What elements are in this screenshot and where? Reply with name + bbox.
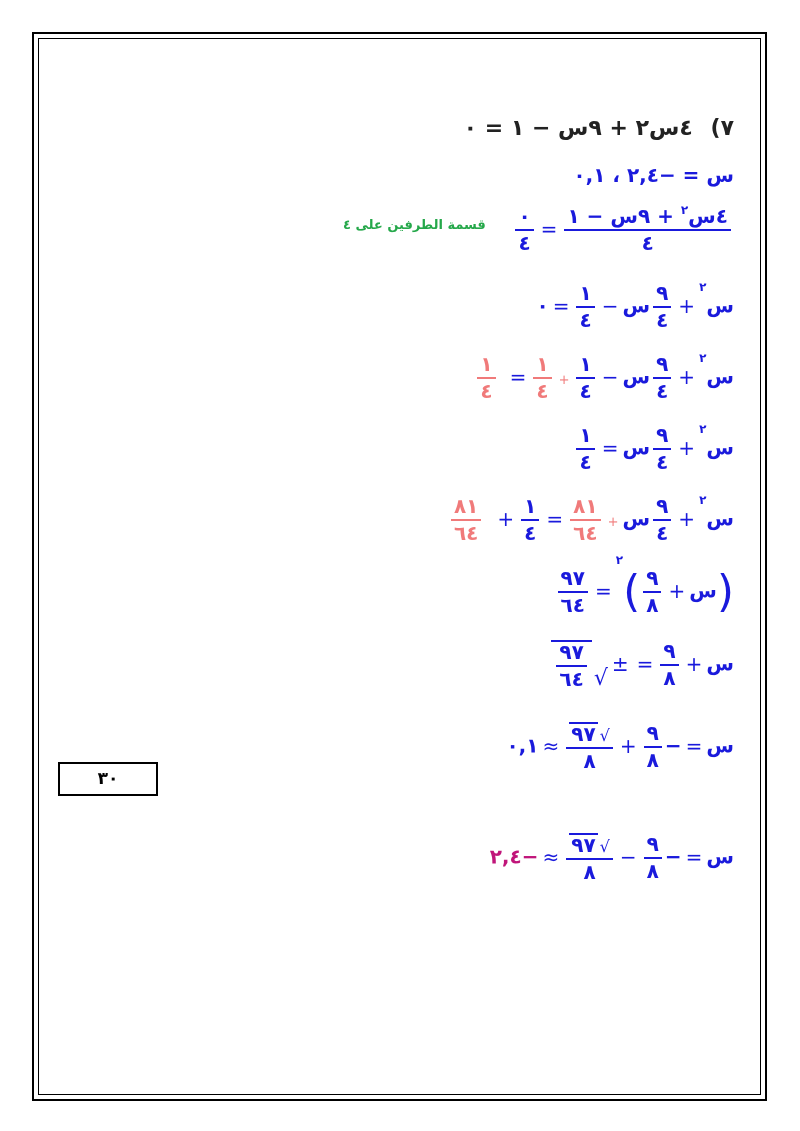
- step-normalized: س$^٢$+ $\frac{٩}{٤}$ س− $\frac{١}{٤}$ =٠: [536, 280, 734, 332]
- side-note: قسمة الطرفين على ٤: [343, 218, 486, 233]
- step-square-root: س+ $\frac{٩}{٨}$ =± √ $\frac{٩٧}{٦٤}$: [551, 640, 734, 690]
- step-divide: $\frac{٤س^٢ + ٩س - ١}{٤}$ = $\frac{٠}{٤}$: [512, 206, 734, 254]
- page-number: ٣٠: [97, 769, 119, 789]
- roots-answer: س = −٢,٤ ، ٠,١: [573, 163, 734, 187]
- problem-equation: ٤س٢ + ٩س − ١ = ٠: [463, 116, 693, 141]
- page-number-box: [58, 762, 158, 796]
- step-root-negative: س=− $\frac{٩}{٨}$ − √ ٩٧ ٨ ≈−٢,٤: [489, 832, 734, 884]
- step-add-quarter: س$^٢$+ $\frac{٩}{٤}$ س− $\frac{١}{٤}$ + $\frac{١}{٤}$ = $\frac{١}{٤}$: [474, 354, 734, 402]
- step-simplified: س$^٢$+ $\frac{٩}{٤}$ س= $\frac{١}{٤}$: [573, 425, 734, 473]
- step-root-positive: س=− $\frac{٩}{٨}$ + √ ٩٧ ٨ ≈٠,١: [506, 721, 734, 773]
- step-complete-square: س$^٢$+ $\frac{٩}{٤}$ س+ $\frac{٨١}{٦٤}$ = $\frac{١}{٤}$ + $\frac{٨١}{٦٤}$: [448, 496, 734, 544]
- step-square-form: (س+ $\frac{٩}{٨}$ )$^٢$= $\frac{٩٧}{٦٤}$: [555, 568, 734, 616]
- problem-statement: [464, 118, 734, 140]
- problem-number: ٧): [710, 116, 734, 141]
